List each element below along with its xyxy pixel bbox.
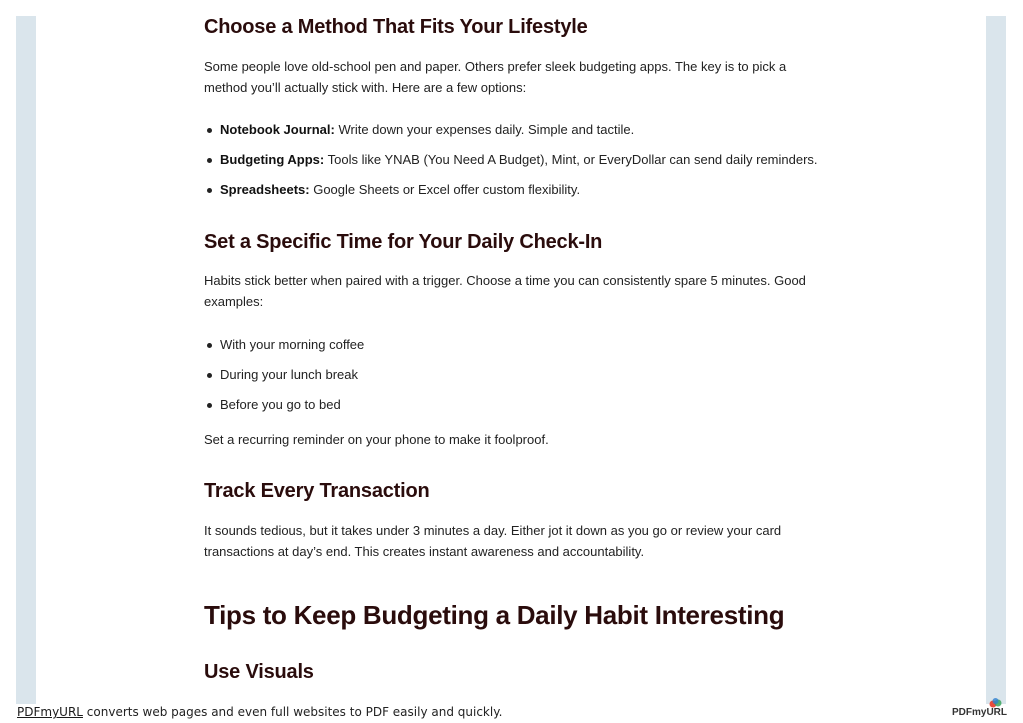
footer-caption: converts web pages and even full websites to PDF easily and quickly. — [82, 705, 503, 719]
method-options-list — [204, 121, 824, 211]
list-item-term: Notebook Journal: — [220, 122, 335, 137]
footer-text — [17, 705, 502, 719]
section-heading-tips: Tips to Keep Budgeting a Daily Habit Interesting — [204, 600, 785, 630]
section-intro-method: Some people love old-school pen and paper. Others prefer sleek budgeting apps. The key is to pick a method you’ll actually stick with. Here are a few options: — [204, 59, 787, 95]
time-examples-list — [204, 336, 824, 426]
list-item: Before you go to bed — [204, 396, 824, 414]
section-heading-visuals: Use Visuals — [204, 661, 314, 683]
list-item-term: Spreadsheets: — [220, 182, 310, 197]
list-item: With your morning coffee — [204, 336, 824, 354]
list-item — [204, 121, 824, 139]
section-intro-time: Habits stick better when paired with a trigger. Choose a time you can consistently spare 5 minutes. Good examples: — [204, 273, 806, 309]
section-outro-time: Set a recurring reminder on your phone to make it foolproof. — [204, 432, 549, 447]
footer-link[interactable]: PDFmyURL — [17, 705, 83, 719]
section-heading-method: Choose a Method That Fits Your Lifestyle — [204, 16, 588, 38]
list-item — [204, 151, 824, 169]
list-item-text: Google Sheets or Excel offer custom flexibility. — [309, 182, 581, 197]
list-item-term: Budgeting Apps: — [220, 152, 325, 167]
pdf-footer — [0, 704, 1023, 723]
section-body-track: It sounds tedious, but it takes under 3 minutes a day. Either jot it down as you go or review your card transactions at day’s end. This creates instant awareness and accountability. — [204, 523, 782, 559]
list-item-text: Tools like YNAB (You Need A Budget), Mint, or EveryDollar can send daily reminders. — [324, 152, 818, 167]
section-heading-track: Track Every Transaction — [204, 480, 430, 502]
list-item-text: Write down your expenses daily. Simple and tactile. — [334, 122, 635, 137]
list-item — [204, 181, 824, 199]
section-heading-time: Set a Specific Time for Your Daily Check-In — [204, 231, 603, 253]
pdfmyurl-logo[interactable]: PDFmyURL — [951, 707, 1007, 718]
list-item: During your lunch break — [204, 366, 824, 384]
